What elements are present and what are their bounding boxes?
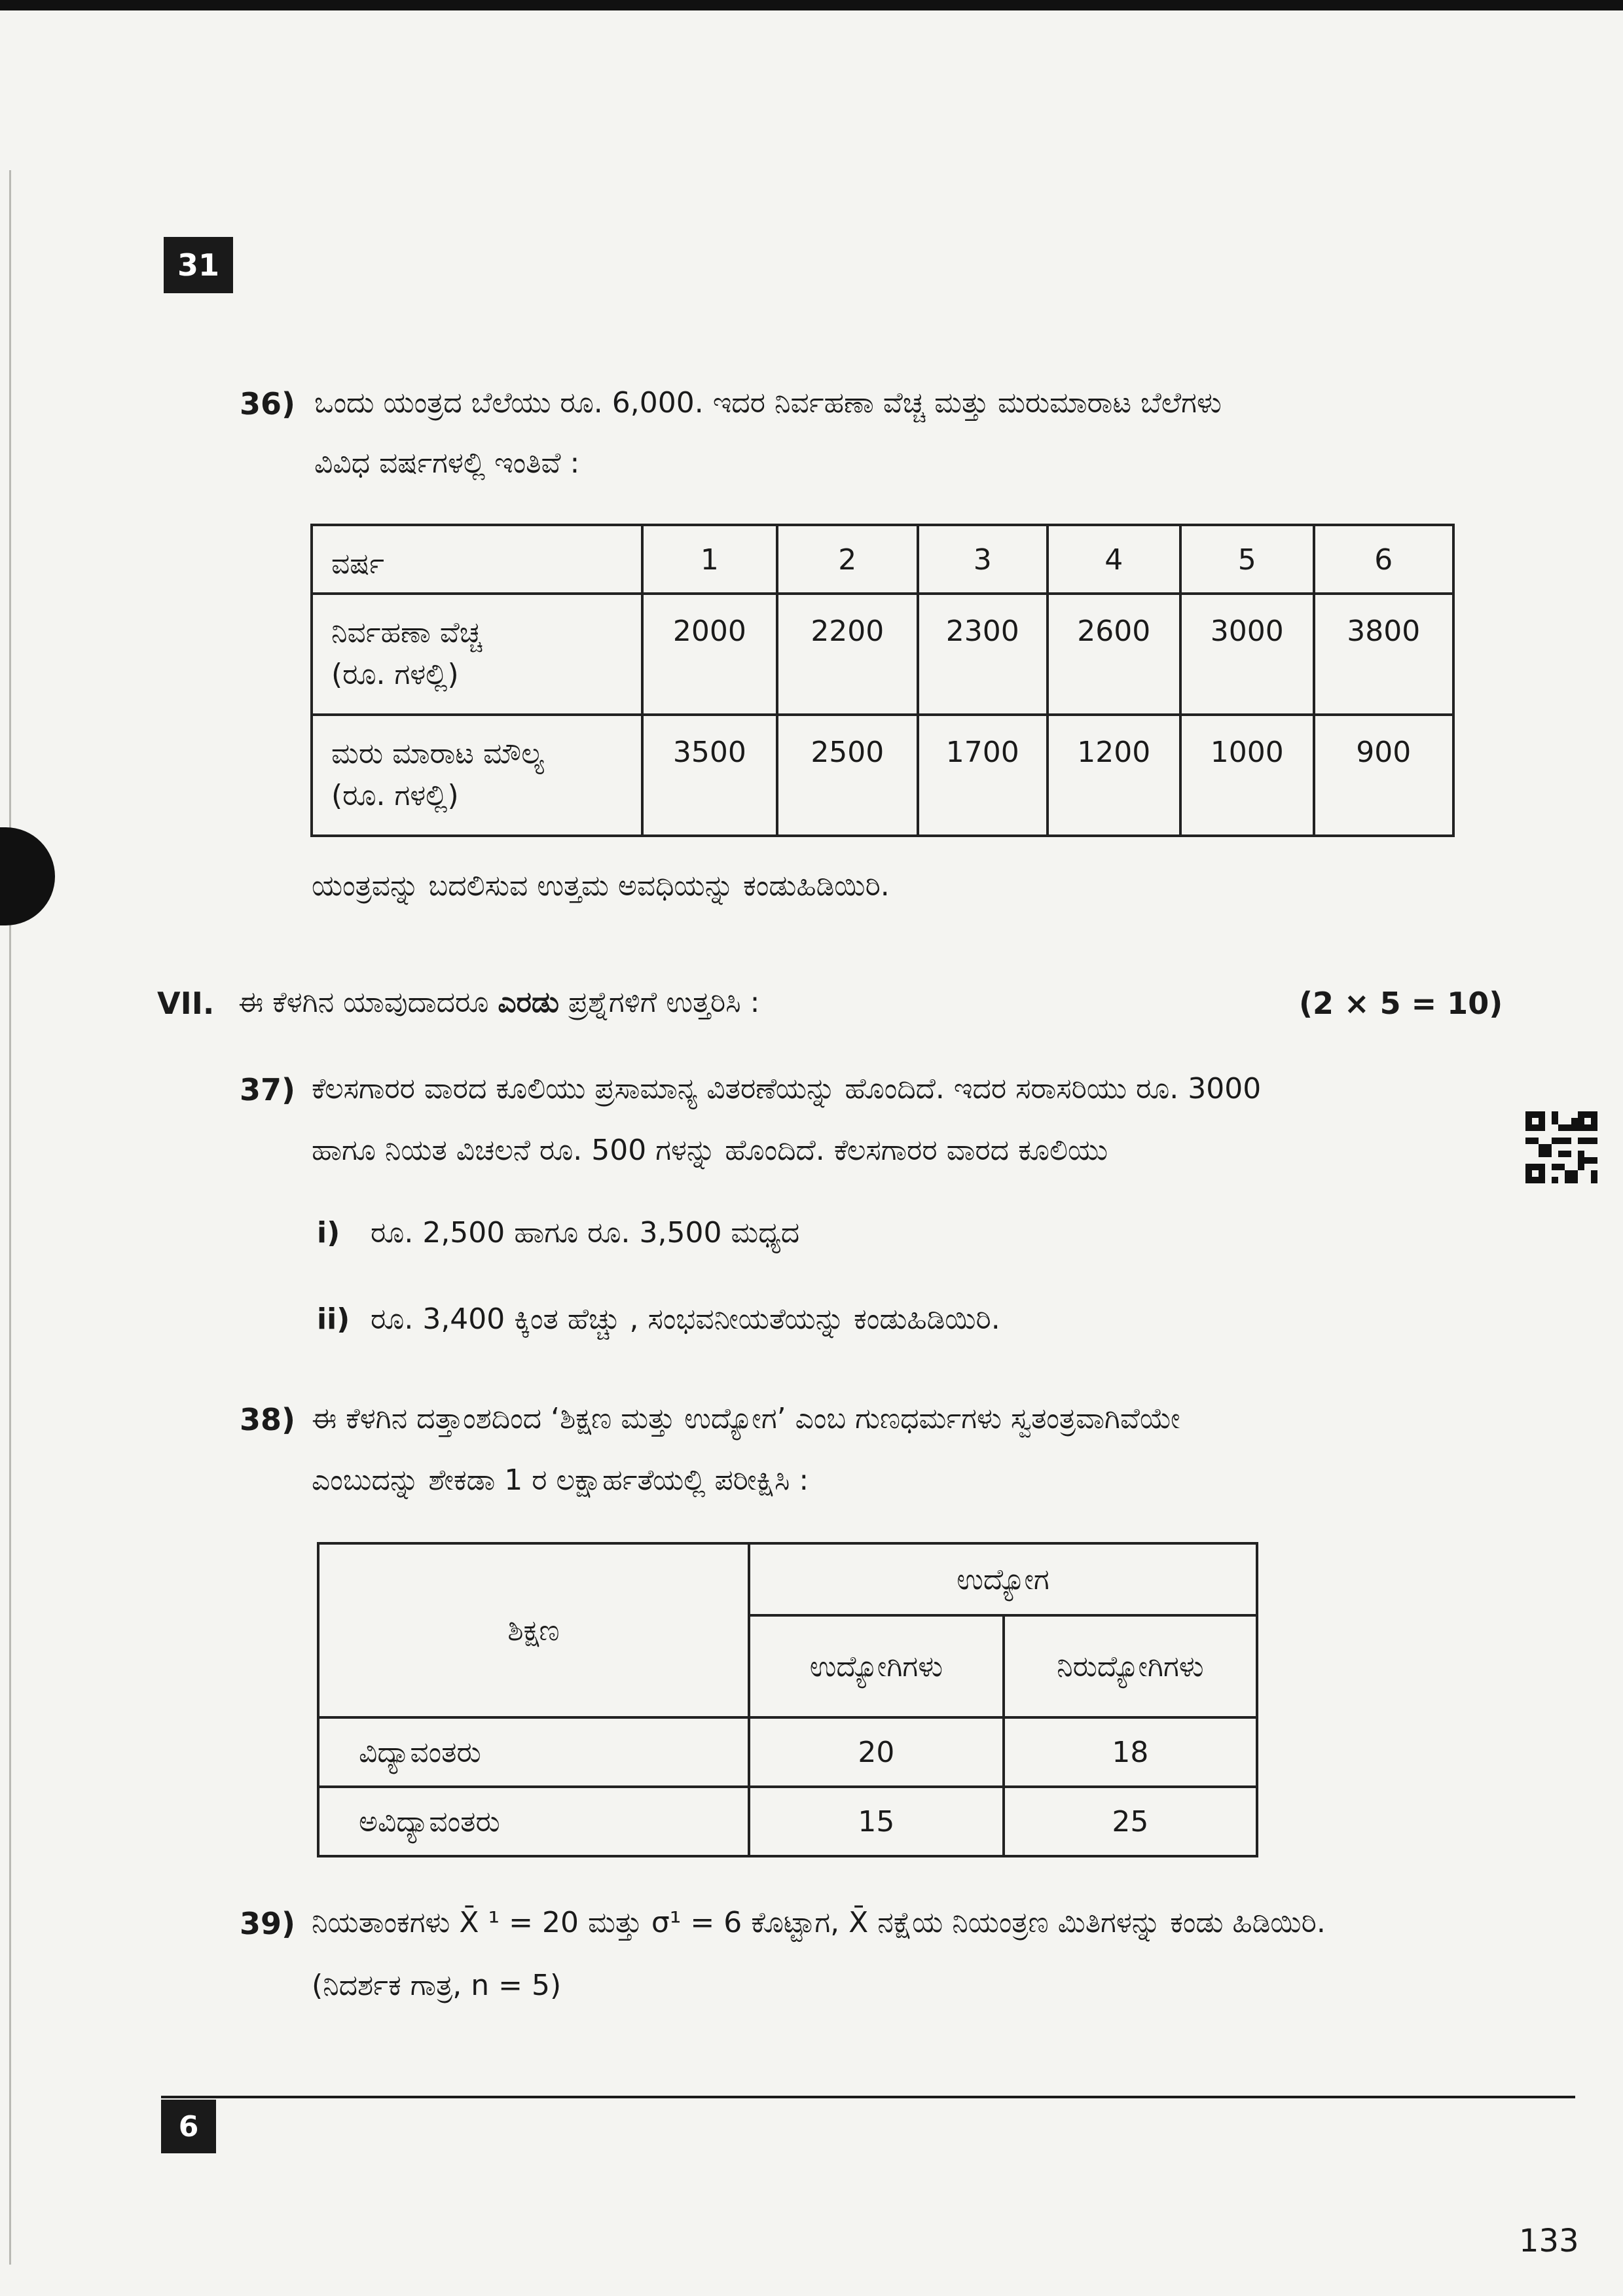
binding-mark: [0, 827, 55, 925]
section-number: VII.: [157, 986, 215, 1021]
maintenance-header: [312, 594, 642, 715]
maintenance-unit: (ರೂ. ಗಳಲ್ಲಿ): [331, 657, 459, 691]
top-border: [0, 0, 1623, 10]
q39-line-2: (ನಿದರ್ಶಕ ಗಾತ್ರ, n = 5): [312, 1969, 562, 2002]
row-label-uneducated: ಅವಿದ್ಯಾವಂತರು: [318, 1787, 749, 1856]
maintenance-label: ನಿರ್ವಹಣಾ ವೆಚ್ಚ: [331, 616, 483, 649]
resale-cell: 1700: [918, 715, 1048, 836]
machine-cost-table: [310, 524, 1455, 837]
resale-cell: 1200: [1048, 715, 1180, 836]
table-cell: 25: [1004, 1787, 1257, 1856]
row-label-educated: ವಿದ್ಯಾವಂತರು: [318, 1717, 749, 1787]
table-row: [318, 1543, 1257, 1615]
q37-part-i-label: i): [317, 1216, 340, 1249]
maintenance-cell: 2200: [777, 594, 918, 715]
question-number-38: 38): [240, 1402, 296, 1437]
table-row: [318, 1787, 1257, 1856]
q37-part-ii-label: ii): [317, 1302, 350, 1336]
table-cell: 15: [749, 1787, 1004, 1856]
year-header: ವರ್ಷ: [312, 525, 642, 594]
q39-line-1: ನಿಯತಾಂಕಗಳು X̄ ¹ = 20 ಮತ್ತು σ¹ = 6 ಕೊಟ್ಟಾಗ, X̄ ನಕ್ಷೆಯ ನಿಯಂತ್ರಣ ಮಿತಿಗಳನ್ನು ಕಂಡು ಹಿಡಿಯಿರಿ.: [312, 1906, 1326, 1939]
education-header: ಶಿಕ್ಷಣ: [318, 1543, 749, 1717]
year-cell: 6: [1314, 525, 1454, 594]
table-row: [312, 715, 1453, 836]
employed-header: ಉದ್ಯೋಗಿಗಳು: [749, 1615, 1004, 1717]
question-number-36: 36): [240, 386, 296, 422]
q36-line-1: ಒಂದು ಯಂತ್ರದ ಬೆಲೆಯು ರೂ. 6,000. ಇದರ ನಿರ್ವಹಣಾ ವೆಚ್ಚ ಮತ್ತು ಮರುಮಾರಾಟ ಬೆಲೆಗಳು: [314, 386, 1222, 420]
maintenance-cell: 3000: [1180, 594, 1313, 715]
question-number-37: 37): [240, 1072, 296, 1107]
resale-header: [312, 715, 642, 836]
maintenance-cell: 2600: [1048, 594, 1180, 715]
resale-cell: 900: [1314, 715, 1454, 836]
table-row: [318, 1717, 1257, 1787]
resale-cell: 3500: [642, 715, 776, 836]
maintenance-cell: 2000: [642, 594, 776, 715]
resale-cell: 1000: [1180, 715, 1313, 836]
q36-instruction: ಯಂತ್ರವನ್ನು ಬದಲಿಸುವ ಉತ್ತಮ ಅವಧಿಯನ್ನು ಕಂಡುಹಿಡಿಯಿರಿ.: [312, 869, 890, 903]
employment-header: ಉದ್ಯೋಗ: [749, 1543, 1257, 1615]
q37-part-i-text: ರೂ. 2,500 ಹಾಗೂ ರೂ. 3,500 ಮಧ್ಯದ: [371, 1216, 800, 1249]
page-number: 133: [1519, 2223, 1579, 2259]
qr-code-icon: [1525, 1111, 1597, 1183]
year-cell: 4: [1048, 525, 1180, 594]
table-cell: 18: [1004, 1717, 1257, 1787]
year-cell: 3: [918, 525, 1048, 594]
q38-line-2: ಎಂಬುದನ್ನು ಶೇಕಡಾ 1 ರ ಲಕ್ಷಾರ್ಹತೆಯಲ್ಲಿ ಪರೀಕ್ಷಿಸಿ :: [312, 1463, 809, 1497]
paper-number-badge: 31: [164, 237, 233, 293]
section-instruction-emphasis: ಎರಡು: [498, 986, 559, 1019]
footer-rule: [161, 2096, 1575, 2098]
resale-label: ಮರು ಮಾರಾಟ ಮೌಲ್ಯ: [331, 737, 544, 770]
year-cell: 1: [642, 525, 776, 594]
education-employment-table: [317, 1542, 1258, 1857]
resale-cell: 2500: [777, 715, 918, 836]
year-cell: 5: [1180, 525, 1313, 594]
sheet-number-badge: 6: [161, 2100, 216, 2153]
section-instruction-post: ಪ್ರಶ್ನೆಗಳಿಗೆ ಉತ್ತರಿಸಿ :: [568, 986, 760, 1019]
q36-line-2: ವಿವಿಧ ವರ್ಷಗಳಲ್ಲಿ ಇಂತಿವೆ :: [314, 446, 580, 480]
maintenance-cell: 3800: [1314, 594, 1454, 715]
table-row: [312, 594, 1453, 715]
q38-line-1: ಈ ಕೆಳಗಿನ ದತ್ತಾಂಶದಿಂದ ‘ಶಿಕ್ಷಣ ಮತ್ತು ಉದ್ಯೋಗ’ ಎಂಬ ಗುಣಧರ್ಮಗಳು ಸ್ವತಂತ್ರವಾಗಿವೆಯೇ: [312, 1402, 1180, 1435]
resale-unit: (ರೂ. ಗಳಲ್ಲಿ): [331, 778, 459, 812]
unemployed-header: ನಿರುದ್ಯೋಗಿಗಳು: [1004, 1615, 1257, 1717]
maintenance-cell: 2300: [918, 594, 1048, 715]
q37-line-1: ಕೆಲಸಗಾರರ ವಾರದ ಕೂಲಿಯು ಪ್ರಸಾಮಾನ್ಯ ವಿತರಣೆಯನ್ನು ಹೊಂದಿದೆ. ಇದರ ಸರಾಸರಿಯು ರೂ. 3000: [312, 1072, 1262, 1105]
section-instruction: [238, 986, 759, 1020]
table-row: [312, 525, 1453, 594]
q37-line-2: ಹಾಗೂ ನಿಯತ ವಿಚಲನೆ ರೂ. 500 ಗಳನ್ನು ಹೊಂದಿದೆ. ಕೆಲಸಗಾರರ ವಾರದ ಕೂಲಿಯು: [312, 1134, 1108, 1167]
page-edge-line: [9, 170, 11, 2265]
table-cell: 20: [749, 1717, 1004, 1787]
question-number-39: 39): [240, 1906, 296, 1941]
year-cell: 2: [777, 525, 918, 594]
q37-part-ii-text: ರೂ. 3,400 ಕ್ಕಿಂತ ಹೆಚ್ಚು , ಸಂಭವನೀಯತೆಯನ್ನು ಕಂಡುಹಿಡಿಯಿರಿ.: [371, 1302, 1000, 1336]
section-instruction-pre: ಈ ಕೆಳಗಿನ ಯಾವುದಾದರೂ: [238, 986, 489, 1019]
section-marks: (2 × 5 = 10): [1299, 986, 1503, 1021]
